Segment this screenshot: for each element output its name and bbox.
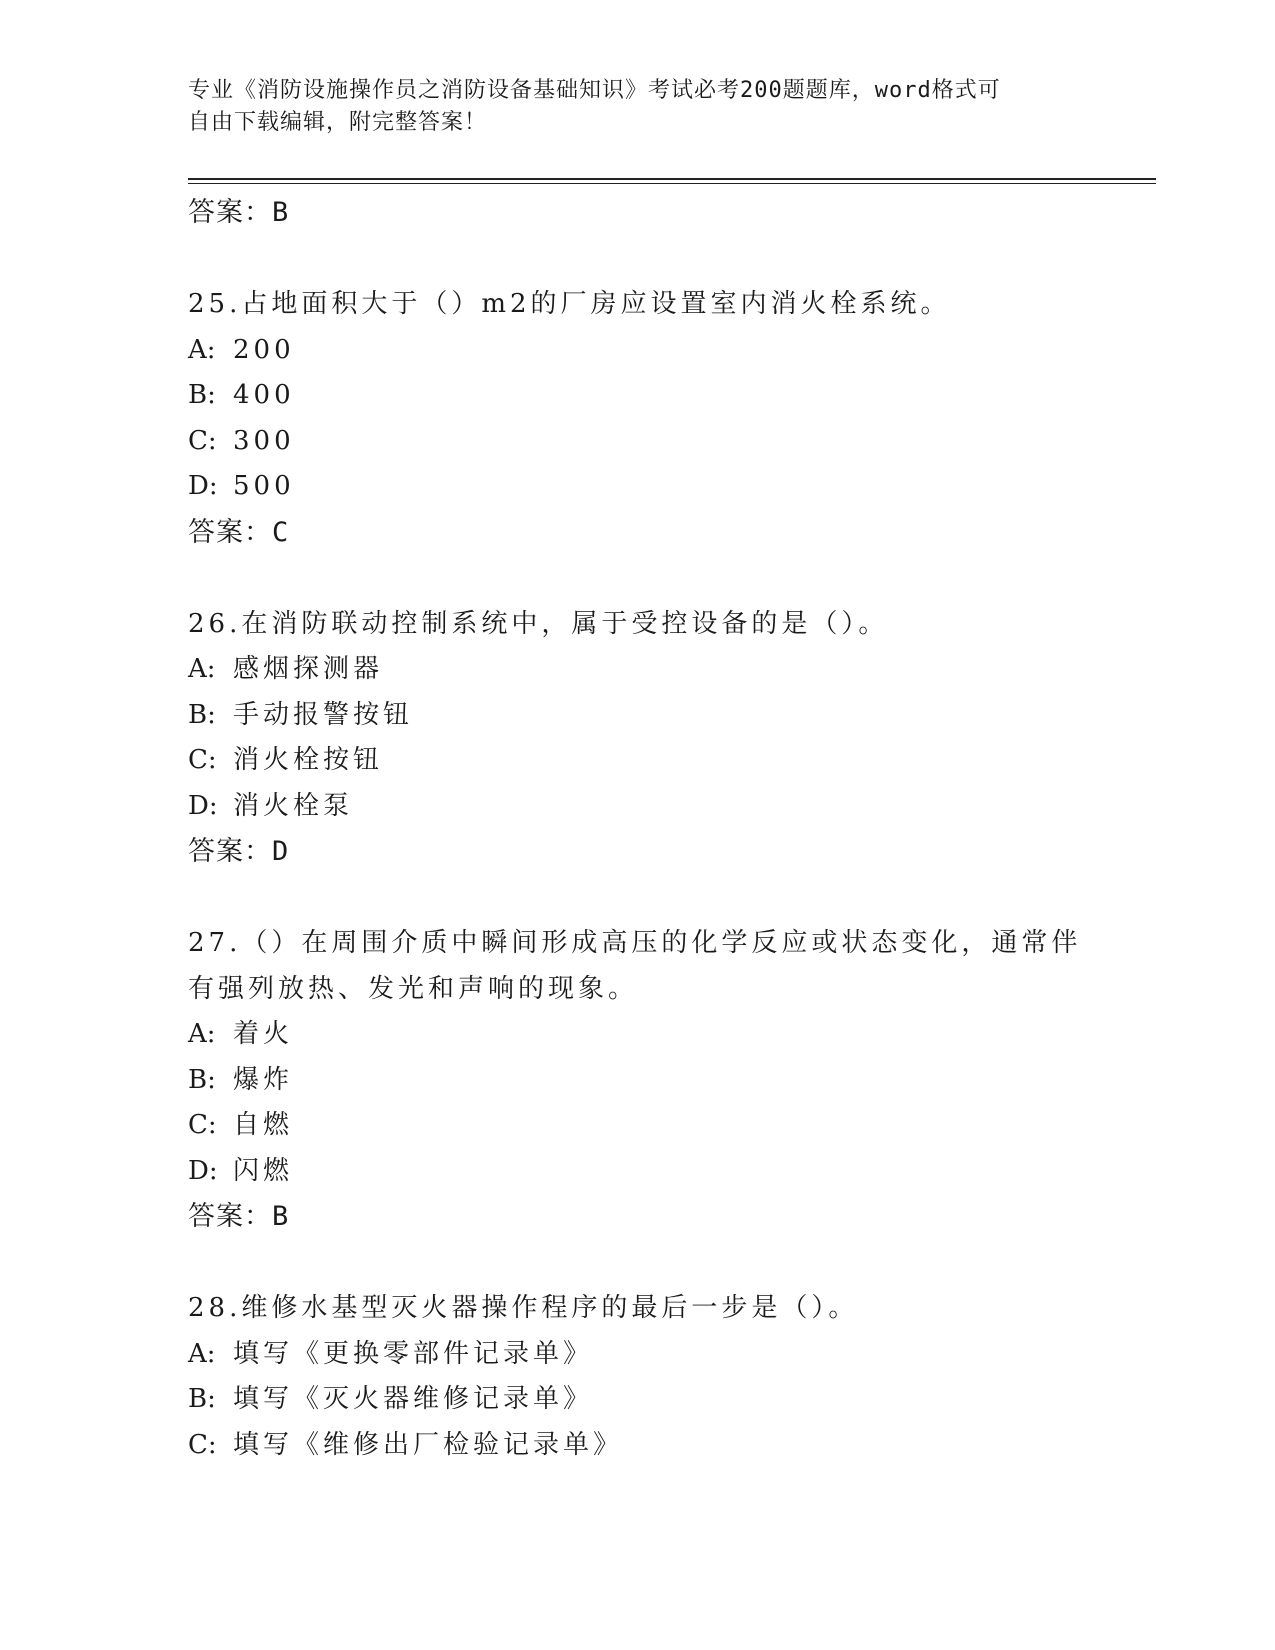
option-b [188, 693, 1088, 739]
option-letter: D: [188, 1155, 218, 1186]
header-divider-thin [188, 183, 1156, 184]
option-text: 爆炸 [233, 1064, 294, 1095]
option-letter: B: [188, 380, 216, 410]
option-text: 500 [233, 471, 295, 501]
option-b [188, 373, 1088, 419]
question-stem: 25.占地面积大于（）m2的厂房应设置室内消火栓系统。 [188, 289, 951, 319]
question-26 [188, 602, 1088, 876]
option-letter: D: [188, 790, 218, 821]
option-a [188, 328, 1088, 374]
option-letter: C: [188, 425, 217, 456]
option-text: 手动报警按钮 [233, 699, 414, 730]
option-text: 着火 [233, 1019, 294, 1049]
option-text: 200 [233, 334, 295, 365]
option-c [188, 1103, 1088, 1149]
option-letter: C: [188, 1429, 217, 1460]
question-stem: 28.维修水基型灭火器操作程序的最后一步是（）。 [188, 1293, 859, 1323]
option-c [188, 1423, 1088, 1469]
option-text: 自燃 [233, 1110, 294, 1140]
answer-line: 答案：B [188, 1201, 290, 1232]
question-25 [188, 282, 1088, 556]
option-text: 300 [233, 425, 295, 456]
option-text: 填写《维修出厂检验记录单》 [233, 1429, 624, 1460]
option-letter: A: [188, 1338, 216, 1369]
option-text: 400 [233, 380, 295, 410]
question-27 [188, 921, 1088, 1240]
option-d [188, 784, 1088, 830]
header-line-2: 自由下载编辑，附完整答案！ [188, 110, 488, 135]
option-a [188, 1332, 1088, 1378]
question-28 [188, 1286, 1088, 1468]
document-header [188, 75, 1088, 139]
answer-line: 答案：D [188, 836, 290, 867]
header-line-1: 专业《消防设施操作员之消防设备基础知识》考试必考200题题库，word格式可 [188, 78, 1001, 103]
header-divider-thick [188, 178, 1156, 180]
document-body [188, 190, 1088, 1468]
option-d [188, 464, 1088, 510]
option-letter: B: [188, 1384, 216, 1414]
option-text: 填写《灭火器维修记录单》 [233, 1384, 594, 1414]
answer-line: 答案：C [188, 516, 290, 548]
option-text: 感烟探测器 [233, 654, 384, 684]
option-letter: B: [188, 1064, 216, 1095]
option-letter: B: [188, 699, 216, 730]
option-letter: A: [188, 654, 216, 684]
option-a [188, 647, 1088, 693]
option-c [188, 738, 1088, 784]
option-b [188, 1377, 1088, 1423]
option-letter: C: [188, 745, 217, 775]
question-stem: 26.在消防联动控制系统中，属于受控设备的是（）。 [188, 608, 889, 639]
option-text: 消火栓泵 [233, 790, 354, 821]
option-a [188, 1012, 1088, 1058]
option-letter: A: [188, 334, 216, 365]
option-letter: D: [188, 471, 218, 501]
option-text: 填写《更换零部件记录单》 [233, 1338, 594, 1369]
option-b [188, 1058, 1088, 1104]
option-letter: C: [188, 1110, 217, 1140]
option-text: 消火栓按钮 [233, 745, 384, 775]
option-text: 闪燃 [233, 1155, 294, 1186]
answer-line: 答案：B [188, 197, 290, 228]
option-c [188, 419, 1088, 465]
option-d [188, 1149, 1088, 1195]
question-stem: 27.（）在周围介质中瞬间形成高压的化学反应或状态变化，通常伴有强列放热、发光和声响的现象。 [188, 928, 1082, 1004]
option-letter: A: [188, 1019, 216, 1049]
